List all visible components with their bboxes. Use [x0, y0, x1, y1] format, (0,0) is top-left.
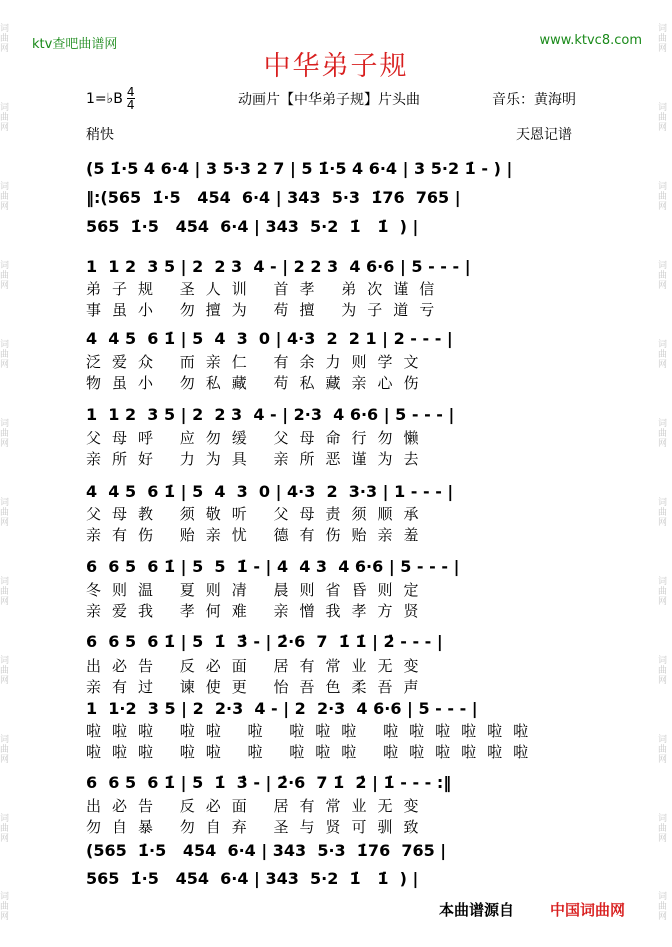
site-name-left[interactable]: ktv查吧曲谱网 — [32, 37, 118, 52]
notation-line: (5 1̇·5 4 6·4 | 3 5·3 2 7 | 5 1̇·5 4 6·4 | 3 5·2 1̇ - ) | — [86, 158, 513, 178]
notation-line: 6 6 5 6 1̇ | 5 1̇ 3̇ - | 2̇·6 7 1̇ 1̇ | 2̇ - - - | — [86, 631, 443, 651]
lyric-line: 啦啦啦 啦啦 啦 啦啦啦 啦啦啦啦啦啦 — [86, 722, 540, 740]
watermark-left: 词曲网 词曲网 词曲网 词曲网 词曲网 词曲网 词曲网 词曲网 词曲网 词曲网 词曲网 词曲网 — [0, 24, 10, 923]
lyric-line: 事虽小 勿擅为 苟擅 为子道亏 — [86, 301, 446, 319]
lyric-line: 勿自暴 勿自弃 圣与贤可驯致 — [86, 818, 430, 836]
lyric-line: 冬则温 夏则凊 晨则省昏则定 — [86, 581, 430, 599]
lyric-line: 物虽小 勿私藏 苟私藏亲心伤 — [86, 374, 430, 392]
notation-line: (565 1̇·5 454 6·4 | 343 5·3 1̇76 765 | — [86, 840, 447, 860]
notation-line: 4 4 5 6 1̇ | 5 4 3 0 | 4·3 2 3·3 | 1 - - - | — [86, 481, 454, 501]
lyric-line: 泛爱众 而亲仁 有余力则学文 — [86, 353, 430, 371]
footer-source-site[interactable]: 中国词曲网 — [550, 901, 626, 919]
composer: 音乐：黄海明 — [492, 92, 576, 108]
song-source: 动画片【中华弟子规】片头曲 — [238, 92, 420, 108]
lyric-line: 父母呼 应勿缓 父母命行勿懒 — [86, 429, 430, 447]
transcriber: 天恩记谱 — [516, 127, 572, 143]
key-signature — [86, 86, 135, 111]
meter-bottom: 4 — [126, 98, 135, 112]
key-label: 1=♭B — [86, 90, 123, 107]
lyric-line: 父母教 须敬听 父母责须顺承 — [86, 505, 430, 523]
tempo-marking: 稍快 — [86, 127, 114, 143]
footer-source-label: 本曲谱源自 — [439, 901, 515, 919]
lyric-line: 啦啦啦 啦啦 啦 啦啦啦 啦啦啦啦啦啦 — [86, 743, 540, 761]
site-url-right[interactable]: www.ktvc8.com — [539, 33, 642, 48]
lyric-line: 出必告 反必面 居有常业无变 — [86, 797, 430, 815]
meter-top: 4 — [126, 85, 135, 99]
lyric-line: 亲所好 力为具 亲所恶谨为去 — [86, 450, 430, 468]
lyric-line: 弟子规 圣人训 首孝 弟次谨信 — [86, 280, 446, 298]
lyric-line: 亲有伤 贻亲忧 德有伤贻亲羞 — [86, 526, 430, 544]
notation-line: 1 1·2 3 5 | 2 2·3 4 - | 2 2·3 4 6·6 | 5 - - - | — [86, 698, 478, 718]
song-title: 中华弟子规 — [263, 51, 409, 82]
watermark-right: 词曲网 词曲网 词曲网 词曲网 词曲网 词曲网 词曲网 词曲网 词曲网 词曲网 词曲网 词曲网 — [658, 24, 668, 923]
lyric-line: 亲爱我 孝何难 亲憎我孝方贤 — [86, 602, 430, 620]
notation-line: 565 1̇·5 454 6·4 | 343 5·2 1̇ 1̇ ) | — [86, 868, 419, 888]
notation-line: 1 1 2 3 5 | 2 2 3 4 - | 2 2 3 4 6·6 | 5 - - - | — [86, 256, 471, 276]
time-signature — [127, 86, 135, 111]
notation-line: 4 4 5 6 1̇ | 5 4 3 0 | 4·3 2 2 1 | 2 - - - | — [86, 328, 453, 348]
notation-line: 1 1 2 3 5 | 2 2 3 4 - | 2·3 4 6·6 | 5 - - - | — [86, 404, 455, 424]
lyric-line: 出必告 反必面 居有常业无变 — [86, 657, 430, 675]
notation-line: 565 1̇·5 454 6·4 | 343 5·2 1̇ 1̇ ) | — [86, 216, 419, 236]
notation-line: ‖:(565 1̇·5 454 6·4 | 343 5·3 1̇76 765 | — [86, 187, 461, 207]
notation-line: 6 6 5 6 1̇ | 5 1̇ 3̇ - | 2̇·6 7 1̇ 2̇ | 1̇ - - - :‖ — [86, 772, 452, 792]
notation-line: 6 6 5 6 1̇ | 5 5 1̇ - | 4 4 3 4 6·6 | 5 - - - | — [86, 556, 460, 576]
lyric-line: 亲有过 谏使更 怡吾色柔吾声 — [86, 678, 430, 696]
